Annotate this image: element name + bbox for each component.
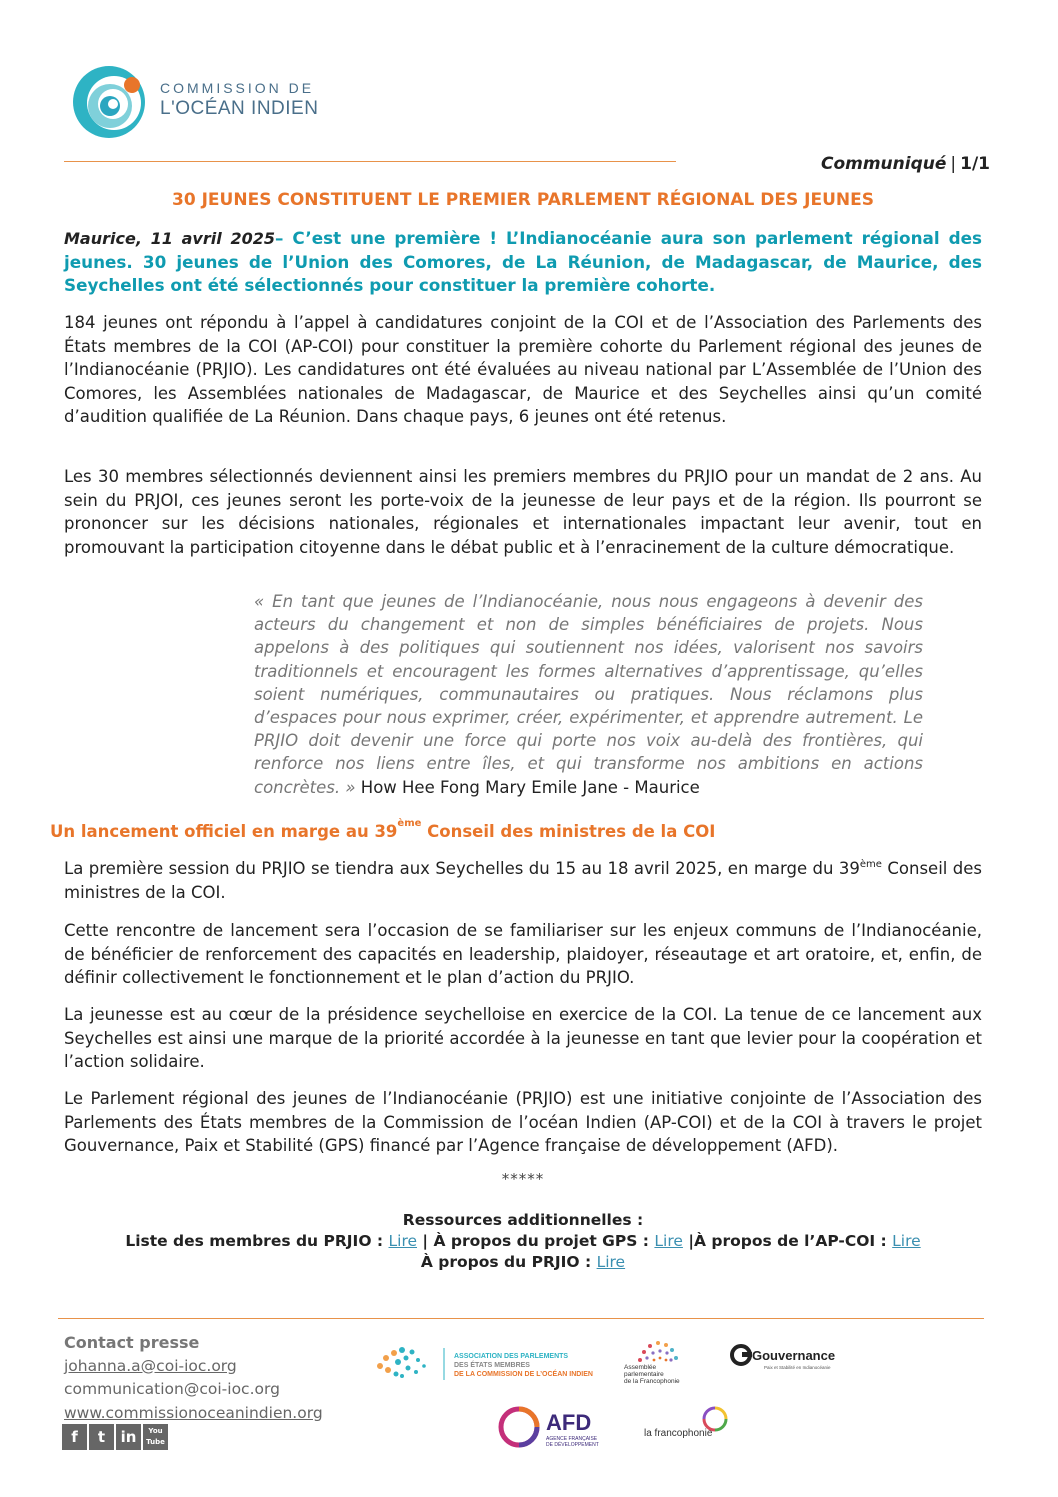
lead-text: – C’est une première ! L’Indianocéanie aura son parlement régional des jeunes. 30 jeunes de l’Union des Comores, de La Réunion, de Madagascar, de Maurice, des Seychelles ont été sélectionnés pour constituer la première cohorte. bbox=[64, 228, 983, 295]
resource-label-prjio: À propos du PRJIO : bbox=[420, 1253, 597, 1271]
apcoi-dots-icon bbox=[372, 1344, 452, 1384]
paragraph-3a: La première session du PRJIO se tiendra aux Seychelles du 15 au 18 avril 2025, en marge du 39 bbox=[64, 859, 860, 878]
gouvernance-subtext: Paix et Stabilité en Indianocéanie bbox=[764, 1365, 831, 1370]
apf-line1: Assemblée bbox=[624, 1364, 657, 1371]
header-divider bbox=[64, 161, 676, 162]
section-heading bbox=[50, 818, 716, 841]
francophonie-logo bbox=[642, 1406, 732, 1446]
afd-subtext-2: DE DÉVELOPPEMENT bbox=[546, 1442, 599, 1448]
lead-paragraph bbox=[64, 227, 982, 298]
apf-line3: de la Francophonie bbox=[624, 1378, 680, 1385]
afd-logo bbox=[496, 1404, 608, 1452]
document-title: 30 JEUNES CONSTITUENT LE PREMIER PARLEMENT RÉGIONAL DES JEUNES bbox=[172, 190, 874, 210]
francophonie-text: la francophonie bbox=[644, 1428, 713, 1439]
gouvernance-logo bbox=[730, 1340, 850, 1376]
apf-line2: parlementaire bbox=[624, 1371, 664, 1378]
quote-text: « En tant que jeunes de l’Indianocéanie, nous nous engageons à devenir des acteurs du changement et non de simples bénéficiaires de projets. Nous appelons à des politiques qui soutiennent nos idées, valorisent nos savoirs traditionnels et encouragent les formes alternatives d’apprentissage, qu’elles soient numériques, communautaires ou pratiques. Nous réclamons plus d’espaces pour nous exprimer, créer, expérimenter, et apprendre autrement. Le PRJIO doit devenir une force qui porte nos voix au-delà des frontières, qui renforce nos liens entre îles, et qui transforme nos ambitions en actions concrètes. » bbox=[254, 592, 923, 797]
quote-author: How Hee Fong Mary Emile Jane - Maurice bbox=[360, 777, 700, 797]
contact-website[interactable]: www.commissionoceanindien.org bbox=[64, 1403, 323, 1422]
afd-text: AFD bbox=[546, 1410, 592, 1435]
contact-heading: Contact presse bbox=[64, 1333, 200, 1352]
footer-divider bbox=[58, 1318, 984, 1319]
section-heading-b: Conseil des ministres de la COI bbox=[421, 822, 716, 841]
resources-line bbox=[64, 1231, 982, 1252]
afd-subtext-1: AGENCE FRANÇAISE bbox=[546, 1436, 598, 1442]
apcoi-line2: DES ÉTATS MEMBRES bbox=[454, 1362, 530, 1369]
paragraph-4: Cette rencontre de lancement sera l’occasion de se familiariser sur les enjeux communs de l’Indianocéanie, de bénéficier de renforcement des capacités en leadership, plaidoyer, réseautage et art oratoire, et, enfin, de définir collectivement le fonctionnement et le plan d’action du PRJIO. bbox=[64, 921, 982, 987]
contact-email-1[interactable]: johanna.a@coi-ioc.org bbox=[64, 1356, 237, 1375]
gouvernance-text: Gouvernance bbox=[752, 1348, 836, 1363]
apcoi-line1: ASSOCIATION DES PARLEMENTS bbox=[454, 1353, 569, 1360]
social-links bbox=[62, 1424, 168, 1450]
coi-swirl-icon bbox=[66, 60, 156, 150]
resources-line-2 bbox=[64, 1252, 982, 1273]
communique-label: Communiqué | 1/1 bbox=[820, 154, 990, 174]
logo-line2: L'OCÉAN INDIEN bbox=[160, 98, 319, 119]
page-number: 1/1 bbox=[960, 154, 990, 174]
linkedin-icon[interactable]: in bbox=[116, 1424, 141, 1450]
section-heading-a: Un lancement officiel en marge au 39 bbox=[50, 822, 398, 841]
press-contact bbox=[64, 1331, 323, 1425]
twitter-icon[interactable]: t bbox=[89, 1424, 114, 1450]
separator-stars: ***** bbox=[501, 1170, 545, 1188]
contact-email-2[interactable]: communication@coi-ioc.org bbox=[64, 1380, 280, 1398]
paragraph-3 bbox=[64, 857, 982, 904]
paragraph-1: 184 jeunes ont répondu à l’appel à candidatures conjoint de la COI et de l’Association des Parlements des États membres de la COI (AP-COI) pour constituer la première cohorte du Parlement régional des jeunes de l’Indianocéanie (PRJIO). Les candidatures ont été évaluées au niveau national par L’Assemblée de l’Union des Comores, les Assemblées nationales de Madagascar, de Maurice et des Seychelles ainsi qu’un comité d’audition qualifiée de La Réunion. Dans chaque pays, 6 jeunes ont été retenus. bbox=[64, 313, 982, 426]
resources-heading: Ressources additionnelles : bbox=[402, 1211, 644, 1229]
paragraph-2: Les 30 membres sélectionnés deviennent ainsi les premiers membres du PRJIO pour un mandat de 2 ans. Au sein du PRJOI, ces jeunes seront les porte-voix de la jeunesse de leur pays et de la région. Ils pourront se prononcer sur les décisions nationales, régionales et internationales impactant leur avenir, tout en promouvant la participation citoyenne dans le débat public et à l’enracinement de la culture démocratique. bbox=[64, 467, 982, 557]
apcoi-line3: DE LA COMMISSION DE L’OCÉAN INDIEN bbox=[454, 1371, 593, 1378]
resource-label-members: Liste des membres du PRJIO : bbox=[125, 1232, 389, 1250]
gouvernance-icon bbox=[730, 1342, 752, 1368]
paragraph-3-sup: ème bbox=[859, 859, 882, 870]
link-apcoi[interactable]: Lire bbox=[892, 1232, 921, 1250]
section-heading-sup: ème bbox=[397, 818, 422, 829]
paragraph-5: La jeunesse est au cœur de la présidence seychelloise en exercice de la COI. La tenue de ce lancement aux Seychelles est ainsi une marque de la priorité accordée à la jeunesse en tant que levier pour la coopération et l’action solidaire. bbox=[64, 1005, 982, 1071]
resource-label-apcoi: |À propos de l’AP-COI : bbox=[682, 1232, 893, 1250]
youtube-icon[interactable]: You Tube bbox=[143, 1424, 168, 1450]
paragraph-6: Le Parlement régional des jeunes de l’Indianocéanie (PRJIO) est une initiative conjointe de l’Association des Parlements des États membres de la Commission de l’océan Indien (AP-COI) et de la COI à travers le projet Gouvernance, Paix et Stabilité (GPS) financé par l’Agence française de développement (AFD). bbox=[64, 1089, 982, 1155]
afd-ring-icon bbox=[496, 1404, 542, 1450]
facebook-icon[interactable]: f bbox=[62, 1424, 87, 1450]
paragraph-3b: Conseil des ministres de la COI. bbox=[64, 859, 983, 902]
apcoi-logo bbox=[372, 1344, 604, 1384]
apf-logo bbox=[620, 1338, 692, 1384]
dateline: Maurice, 11 avril 2025 bbox=[64, 229, 275, 248]
resource-label-gps: | À propos du projet GPS : bbox=[417, 1232, 655, 1250]
link-members[interactable]: Lire bbox=[388, 1232, 418, 1250]
link-prjio[interactable]: Lire bbox=[596, 1253, 626, 1271]
coi-logo-text bbox=[160, 80, 318, 120]
logo-line1: COMMISSION DE bbox=[160, 80, 315, 96]
doc-type: Communiqué bbox=[820, 154, 947, 174]
link-gps[interactable]: Lire bbox=[654, 1232, 683, 1250]
youth-quote bbox=[254, 590, 923, 799]
